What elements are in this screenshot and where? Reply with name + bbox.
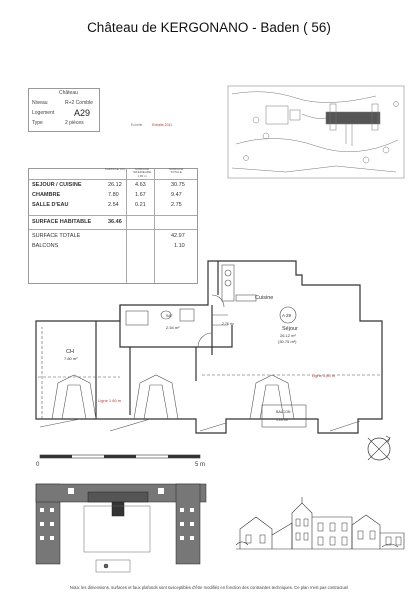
north-arrow-icon bbox=[364, 434, 394, 464]
balcon-area: 1.10 m² bbox=[276, 418, 288, 422]
niveau-value: R+2 Comble bbox=[65, 100, 93, 106]
scale-start: 0 bbox=[36, 462, 40, 468]
balcons-label: BALCONS bbox=[32, 243, 59, 249]
page-title: Château de KERGONANO - Baden ( 56) bbox=[87, 20, 331, 35]
sde-area: 2.54 m² bbox=[166, 325, 180, 330]
table-cell: 7.80 bbox=[108, 192, 119, 198]
sejour-area-total: (30.75 m²) bbox=[278, 339, 297, 344]
table-cell: 9.47 bbox=[171, 192, 182, 198]
scale-stamp: Echelle bbox=[131, 123, 143, 127]
room-label-chambre: CH bbox=[66, 349, 74, 355]
logement-value: A29 bbox=[74, 108, 91, 118]
table-header: SURFACE TOTALE bbox=[168, 167, 184, 175]
table-cell: 1.67 bbox=[135, 192, 146, 198]
scale-bar bbox=[36, 452, 206, 462]
scale-end: 5 m bbox=[195, 462, 206, 468]
habitable-value: 36.46 bbox=[108, 219, 122, 225]
table-cell: 2.75 bbox=[171, 202, 182, 208]
table-cell: 30.75 bbox=[171, 182, 185, 188]
totale-value: 42.97 bbox=[171, 233, 185, 239]
totale-label: SURFACE TOTALE bbox=[32, 233, 81, 239]
room-label-sde: SdE bbox=[166, 314, 173, 318]
table-cell: 2.54 bbox=[108, 202, 119, 208]
table-cell: 4.63 bbox=[135, 182, 146, 188]
room-label-cuisine: Cuisine bbox=[255, 295, 274, 301]
small-area: 2,76 m² bbox=[222, 322, 234, 326]
table-header: SURFACE (m²) bbox=[104, 167, 126, 171]
room-label-sejour: Séjour bbox=[282, 326, 298, 332]
chambre-area: 7.80 m² bbox=[64, 356, 78, 361]
balcons-value: 1.10 bbox=[174, 243, 185, 249]
disclaimer-note: Nota: les dimensions, surfaces et faux plafonds sont susceptibles d'être modifiés en fonction des contraintes techniques. Ce plan n'est pas contractuel bbox=[69, 585, 349, 590]
logement-label: Logement bbox=[32, 110, 55, 116]
type-value: 2 pièces bbox=[65, 120, 84, 126]
table-row-label: CHAMBRE bbox=[32, 192, 61, 198]
niveau-label: Niveau bbox=[32, 100, 48, 106]
building-label: Château bbox=[59, 90, 78, 96]
date-stamp: Extraits 2011 bbox=[152, 123, 173, 127]
table-cell: 26.12 bbox=[108, 182, 122, 188]
table-row-label: SEJOUR / CUISINE bbox=[32, 182, 82, 188]
table-row-label: SALLE D'EAU bbox=[32, 202, 69, 208]
habitable-label: SURFACE HABITABLE bbox=[32, 219, 92, 225]
type-label: Type bbox=[32, 120, 43, 126]
elevation-drawing bbox=[232, 495, 408, 557]
level-plan bbox=[28, 478, 218, 578]
balcon-label: BALCON bbox=[276, 410, 291, 414]
site-plan bbox=[226, 84, 406, 180]
sejour-area: 26.12 m² bbox=[280, 333, 296, 338]
unit-badge: A 29 bbox=[282, 313, 292, 318]
ligne-label: Ligne 1.80 m bbox=[98, 398, 122, 403]
ligne-label: Ligne 1.80 m bbox=[312, 373, 336, 378]
table-cell: 0.21 bbox=[135, 202, 146, 208]
floor-plan bbox=[0, 255, 418, 455]
table-header: SURFACE INFERIEURE 1,80 m bbox=[132, 167, 152, 178]
